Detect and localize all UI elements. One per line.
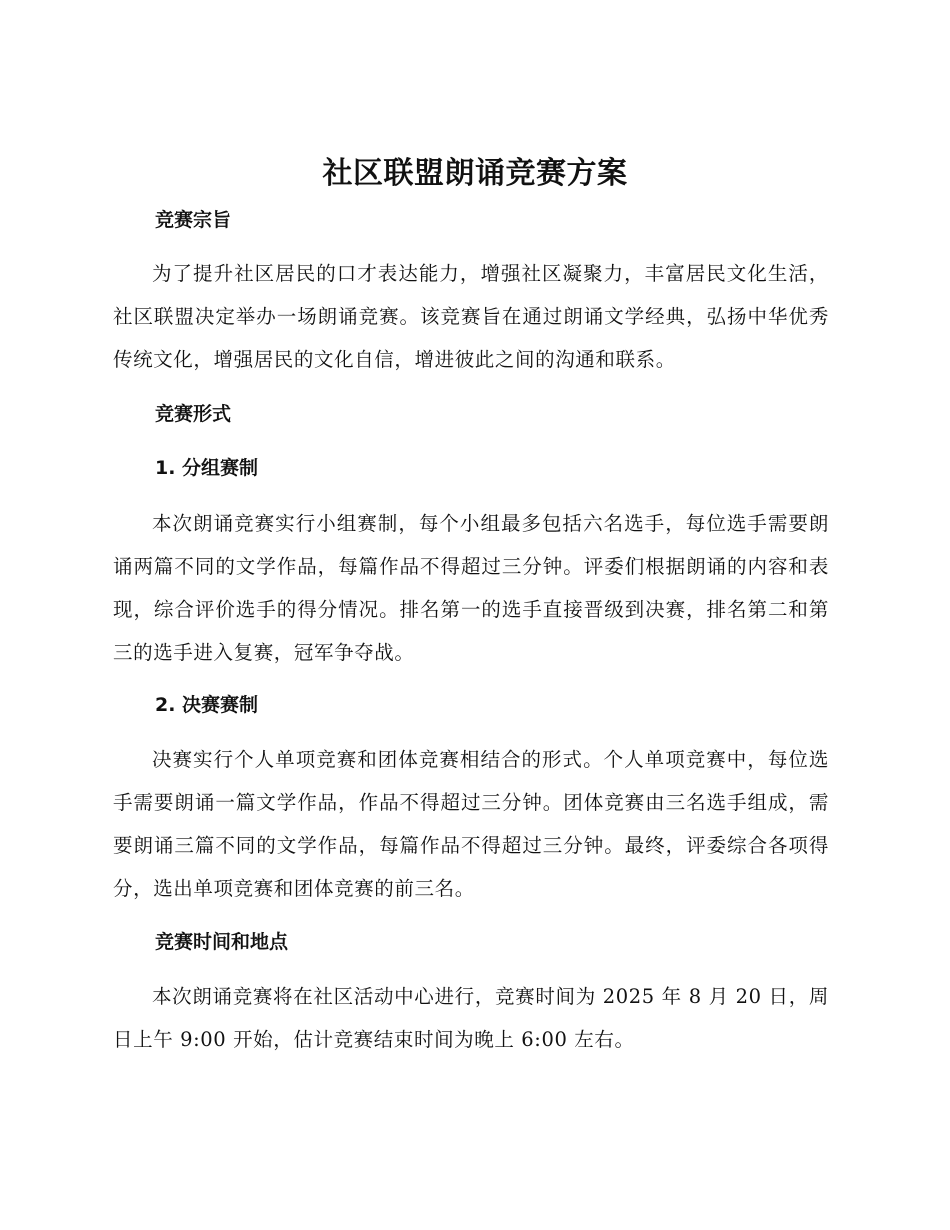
- section-heading-purpose: 竞赛宗旨: [155, 209, 232, 231]
- subsection-heading-group: 1. 分组赛制: [155, 457, 259, 479]
- paragraph-final: 决赛实行个人单项竞赛和团体竞赛相结合的形式。个人单项竞赛中，每位选手需要朗诵一篇文学作品，作品不得超过三分钟。团体竞赛由三名选手组成，需要朗诵三篇不同的文学作品，每篇作品不得超过三分钟。最终，评委综合各项得分，选出单项竞赛和团体竞赛的前三名。: [113, 748, 829, 900]
- paragraph-purpose: 为了提升社区居民的口才表达能力，增强社区凝聚力，丰富居民文化生活，社区联盟决定举办一场朗诵竞赛。该竞赛旨在通过朗诵文学经典，弘扬中华优秀传统文化，增强居民的文化自信，增进彼此之间的沟通和联系。: [113, 262, 829, 371]
- section-heading-time-place: 竞赛时间和地点: [155, 931, 289, 953]
- subsection-heading-final: 2. 决赛赛制: [155, 694, 259, 716]
- document-title: 社区联盟朗诵竞赛方案: [322, 156, 628, 191]
- paragraph-time-place: 本次朗诵竞赛将在社区活动中心进行，竞赛时间为 2025 年 8 月 20 日，周日上午 9:00 开始，估计竞赛结束时间为晚上 6:00 左右。: [113, 985, 829, 1051]
- paragraph-group: 本次朗诵竞赛实行小组赛制，每个小组最多包括六名选手，每位选手需要朗诵两篇不同的文学作品，每篇作品不得超过三分钟。评委们根据朗诵的内容和表现，综合评价选手的得分情况。排名第一的选手直接晋级到决赛，排名第二和第三的选手进入复赛，冠军争夺战。: [113, 512, 829, 664]
- section-heading-format: 竞赛形式: [155, 403, 232, 425]
